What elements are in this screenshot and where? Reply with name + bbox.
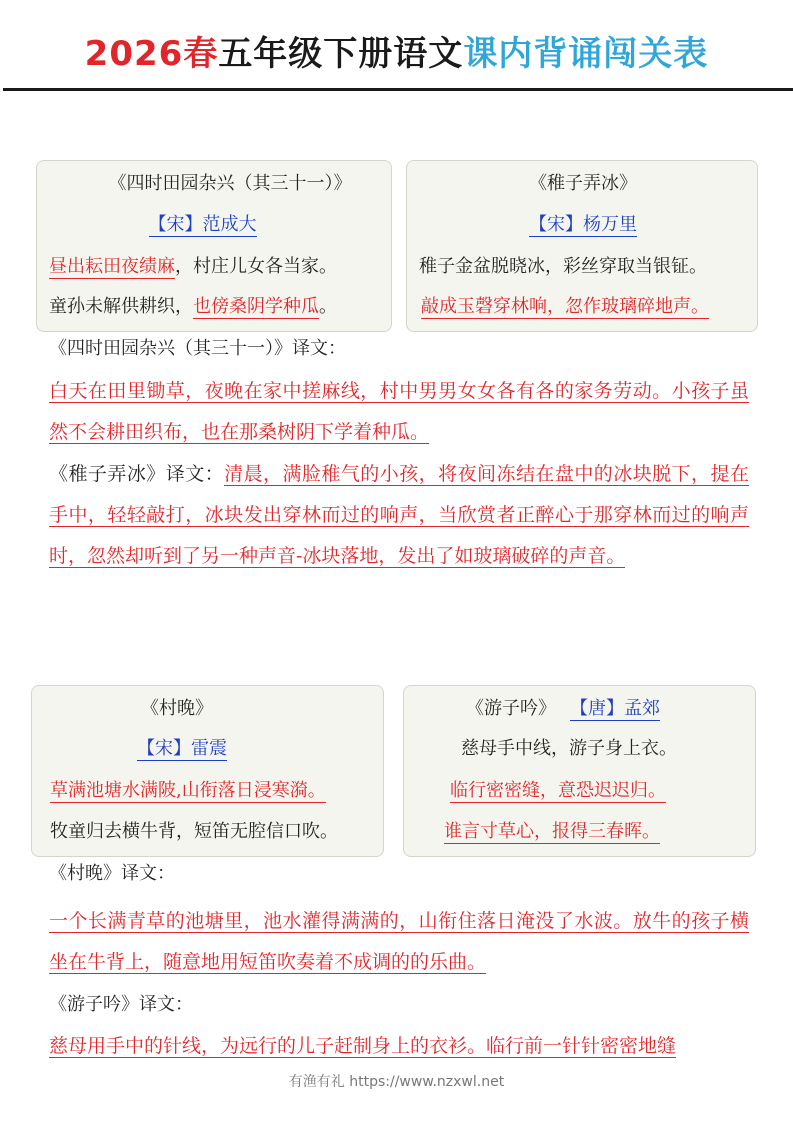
title-part-table: 课内背诵闯关表 [463,34,709,74]
poem-card-youziyin [403,685,756,857]
poem-author [37,212,393,238]
translation-text-zhizi [49,454,749,577]
poem-line-1-highlight: 草满池塘水满陂,山衔落日浸寒漪。 [50,780,326,801]
translation-text-youziyin-content: 慈母用手中的针线，为远行的儿子赶制身上的衣衫。临行前一针针密密地缝 [49,1035,677,1057]
poem-title: 《村晚》 [141,698,213,719]
author-label: 【宋】雷震 [137,738,227,759]
poem-line-2 [421,294,709,320]
translation-label-youziyin: 《游子吟》译文： [49,994,193,1015]
translation-label-cunwan: 《村晚》译文： [49,863,175,884]
translation-text-sishi-content: 白天在田里锄草，夜晚在家中搓麻线，村中男男女女各有各的家务劳动。小孩子虽然不会耕田织布，也在那桑树阴下学着种瓜。 [49,380,749,443]
poem-line-1-rest: ，村庄儿女各当家。 [175,256,337,277]
poem-card-zhizi [406,160,758,332]
poem-line-1-highlight: 昼出耘田夜绩麻 [49,256,175,277]
poem-line-1 [50,778,326,804]
poem-line-2-highlight: 临行密密缝，意恐迟迟归。 [450,780,666,801]
poem-author [407,212,759,238]
author-label: 【宋】范成大 [148,214,257,235]
footer-watermark: 有渔有礼 https://www.nzxwl.net [288,1074,505,1090]
translation-label-zhizi: 《稚子弄冰》译文： [49,463,225,485]
translation-text-sishi [49,371,749,453]
poem-line-2-highlight: 敲成玉磬穿林响，忽作玻璃碎地声。 [421,296,709,317]
translation-label-sishi: 《四时田园杂兴（其三十一）》译文： [49,338,346,359]
translation-text-youziyin [49,1026,749,1067]
translation-text-zhizi-content: 清晨，满脸稚气的小孩，将夜间冻结在盘中的冰块脱下，提在手中，轻轻敲打，冰块发出穿林而过的响声，当欣赏者正醉心于那穿林而过的响声时，忽然却听到了另一种声音-冰块落地，发出了如玻璃破碎的声音。 [49,463,749,567]
title-part-grade: 五年级下册语文 [218,34,464,74]
poem-line-3 [444,819,660,845]
poem-line-2 [49,294,337,320]
poem-line-1: 稚子金盆脱晓冰，彩丝穿取当银钲。 [419,256,707,277]
translation-text-cunwan-content: 一个长满青草的池塘里，池水灌得满满的，山衔住落日淹没了水波。放牛的孩子横坐在牛背上，随意地用短笛吹奏着不成调的的乐曲。 [49,910,749,973]
author-label: 【唐】孟郊 [570,698,660,719]
poem-title: 《游子吟》 [466,698,556,719]
poem-line-2 [450,778,666,804]
poem-title: 《稚子弄冰》 [529,173,637,194]
poem-line-2: 牧童归去横牛背，短笛无腔信口吹。 [50,821,338,842]
poem-line-2-highlight: 也傍桑阴学种瓜 [193,296,319,317]
poem-line-2-end: 。 [319,296,337,317]
poem-title: 《四时田园杂兴（其三十一）》 [108,173,352,194]
title-part-year: 2026春 [84,34,219,74]
poem-line-2-start: 童孙未解供耕织， [49,296,193,317]
poem-card-sishi [36,160,392,332]
poem-line-3-highlight: 谁言寸草心，报得三春晖。 [444,821,660,842]
poem-line-1: 慈母手中线，游子身上衣。 [461,738,677,759]
poem-line-1 [49,254,337,280]
poem-card-cunwan [31,685,384,857]
author-label: 【宋】杨万里 [529,214,637,235]
translation-text-cunwan [49,901,749,983]
poem-title-row [466,696,660,722]
title-divider [3,88,793,91]
poem-author [32,736,332,762]
page-title [0,26,793,75]
